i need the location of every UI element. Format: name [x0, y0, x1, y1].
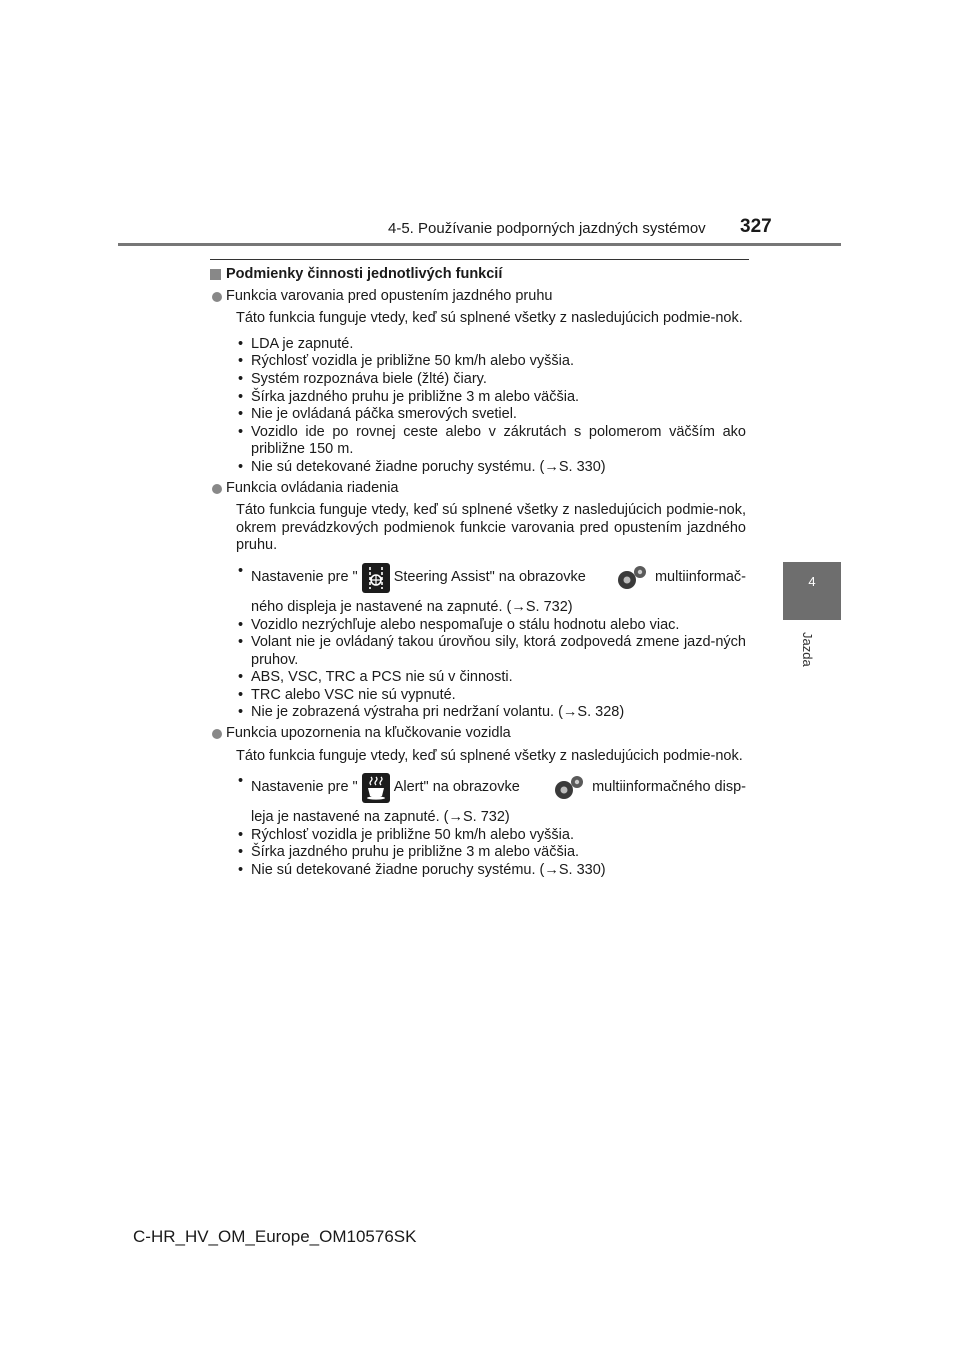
- bullet-list: [210, 773, 746, 879]
- list-item: • Nie sú detekované žiadne poruchy systému. (→S. 330): [236, 459, 746, 477]
- circle-bullet-icon: [212, 292, 222, 302]
- page-number: 327: [740, 216, 772, 237]
- intro-text: Táto funkcia funguje vtedy, keď sú splnené všetky z nasledujúcich podmie-nok.: [236, 747, 743, 764]
- list-item-text: Alert" na obrazovke: [393, 779, 520, 796]
- header-divider: [118, 243, 841, 246]
- list-item-text: multiinformač-: [654, 569, 746, 586]
- condition-group: [210, 725, 746, 743]
- circle-bullet-icon: [212, 484, 222, 494]
- circle-bullet-icon: [212, 729, 222, 739]
- list-item-with-icons: [236, 563, 746, 593]
- gear-icon: [548, 773, 588, 803]
- list-item: • LDA je zapnuté.: [236, 336, 746, 354]
- content-divider: [210, 259, 749, 260]
- list-item: • Šírka jazdného pruhu je približne 3 m alebo väčšia.: [236, 389, 746, 407]
- section-heading-text: Podmienky činnosti jednotlivých funkcií: [226, 266, 503, 282]
- list-item-with-icons: [236, 773, 746, 803]
- gear-icon: [611, 563, 651, 593]
- list-item: • Vozidlo ide po rovnej ceste alebo v zákrutách s polomerom väčším ako približne 150 m.: [236, 424, 746, 459]
- coffee-cup-icon: [362, 773, 390, 803]
- list-item: • ABS, VSC, TRC a PCS nie sú v činnosti.: [236, 669, 746, 687]
- square-bullet-icon: [210, 269, 221, 280]
- header-section-title: 4-5. Používanie podporných jazdných systémov: [388, 220, 706, 237]
- list-item-continuation: leja je nastavené na zapnuté. (→S. 732): [251, 809, 510, 826]
- list-item: • Rýchlosť vozidla je približne 50 km/h alebo vyššia.: [236, 827, 746, 845]
- document-code: C-HR_HV_OM_Europe_OM10576SK: [133, 1227, 417, 1246]
- list-item-text: • Nastavenie pre ": [251, 569, 358, 586]
- condition-group-title: Funkcia ovládania riadenia: [226, 479, 399, 496]
- chapter-number: 4: [808, 574, 816, 589]
- content: [210, 266, 746, 880]
- list-item: • Rýchlosť vozidla je približne 50 km/h alebo vyššia.: [236, 353, 746, 371]
- bullet-list: [210, 336, 746, 477]
- intro-text: Táto funkcia funguje vtedy, keď sú splnené všetky z nasledujúcich podmie-nok.: [236, 310, 743, 327]
- bullet-list: [210, 563, 746, 722]
- list-item-text: • Nastavenie pre ": [251, 779, 358, 796]
- condition-group-title: Funkcia upozornenia na kľučkovanie vozidla: [226, 725, 511, 742]
- list-item: • Nie je ovládaná páčka smerových svetiel.: [236, 406, 746, 424]
- list-item: • Nie je zobrazená výstraha pri nedržaní volantu. (→S. 328): [236, 704, 746, 722]
- chapter-label: Jazda: [800, 632, 815, 667]
- list-item: • Volant nie je ovládaný takou úrovňou sily, ktorá zodpovedá zmene jazd-ných pruhov.: [236, 634, 746, 669]
- list-item: • Vozidlo nezrýchľuje alebo nespomaľuje o stálu hodnotu alebo viac.: [236, 617, 746, 635]
- list-item: • Šírka jazdného pruhu je približne 3 m alebo väčšia.: [236, 844, 746, 862]
- section-heading: [210, 266, 746, 284]
- list-item: • TRC alebo VSC nie sú vypnuté.: [236, 687, 746, 705]
- list-item-text: Steering Assist" na obrazovke: [393, 569, 586, 586]
- list-item: • Nie sú detekované žiadne poruchy systému. (→S. 330): [236, 862, 746, 880]
- condition-group: [210, 288, 746, 306]
- condition-group-title: Funkcia varovania pred opustením jazdného pruhu: [226, 287, 553, 304]
- list-item: • Systém rozpoznáva biele (žlté) čiary.: [236, 371, 746, 389]
- list-item-continuation: ného displeja je nastavené na zapnuté. (→S. 732): [251, 598, 573, 615]
- list-item-text: multiinformačného disp-: [592, 779, 746, 796]
- chapter-tab: [783, 562, 841, 620]
- intro-text: Táto funkcia funguje vtedy, keď sú splnené všetky z nasledujúcich podmie-nok, okrem prevádzkových podmienok funkcie varovania pred opustením jazdného pruhu.: [236, 502, 746, 554]
- steering-assist-icon: [362, 563, 390, 593]
- condition-group: [210, 480, 746, 498]
